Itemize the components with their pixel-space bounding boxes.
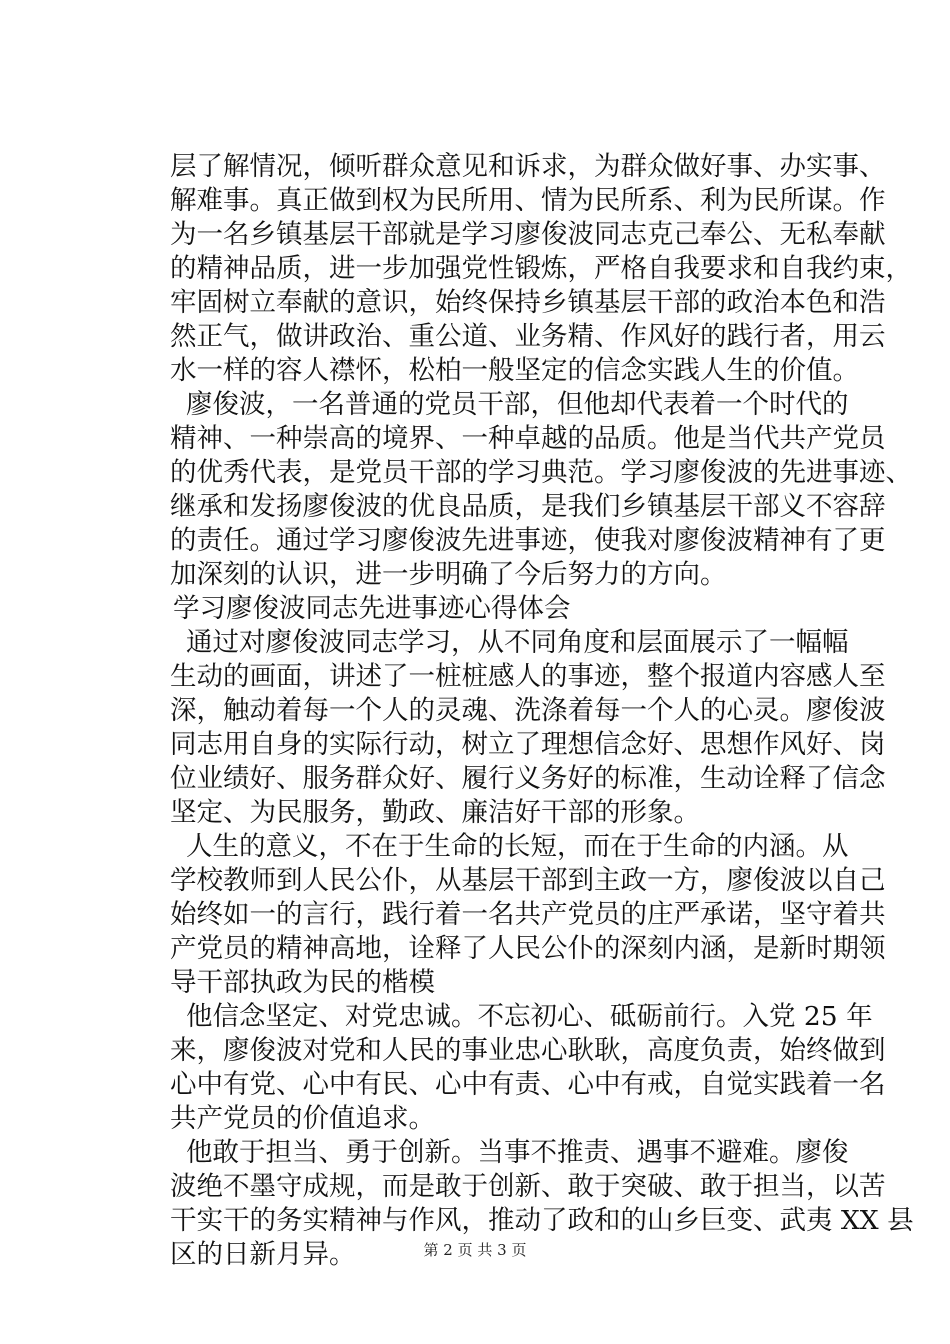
text-line: 精神、一种崇高的境界、一种卓越的品质。他是当代共产党员 <box>170 423 886 454</box>
text-line: 水一样的容人襟怀，松柏一般坚定的信念实践人生的价值。 <box>170 355 859 386</box>
text-line: 为一名乡镇基层干部就是学习廖俊波同志克己奉公、无私奉献 <box>170 219 886 250</box>
text-line: 他信念坚定、对党忠诚。不忘初心、砥砺前行。入党 25 年 <box>186 1001 873 1032</box>
text-line: 学校教师到人民公仆，从基层干部到主政一方，廖俊波以自己 <box>170 865 886 896</box>
text-line: 产党员的精神高地，诠释了人民公仆的深刻内涵，是新时期领 <box>170 933 886 964</box>
text-line: 来，廖俊波对党和人民的事业忠心耿耿，高度负责，始终做到 <box>170 1035 886 1066</box>
text-line: 牢固树立奉献的意识，始终保持乡镇基层干部的政治本色和浩 <box>170 287 886 318</box>
page-number-footer: 第 2 页 共 3 页 <box>423 1241 527 1259</box>
text-line: 他敢于担当、勇于创新。当事不推责、遇事不避难。廖俊 <box>186 1137 849 1168</box>
text-line: 的优秀代表，是党员干部的学习典范。学习廖俊波的先进事迹、 <box>170 457 912 488</box>
text-line: 生动的画面，讲述了一桩桩感人的事迹，整个报道内容感人至 <box>170 661 886 692</box>
text-line: 坚定、为民服务，勤政、廉洁好干部的形象。 <box>170 797 700 828</box>
text-line: 的精神品质，进一步加强党性锻炼，严格自我要求和自我约束， <box>170 253 912 284</box>
text-line: 同志用自身的实际行动，树立了理想信念好、思想作风好、岗 <box>170 729 886 760</box>
text-line: 加深刻的认识，进一步明确了今后努力的方向。 <box>170 559 727 590</box>
text-line: 始终如一的言行，践行着一名共产党员的庄严承诺，坚守着共 <box>170 899 886 930</box>
text-line: 解难事。真正做到权为民所用、情为民所系、利为民所谋。作 <box>170 185 886 216</box>
text-line: 导干部执政为民的楷模 <box>170 967 435 998</box>
text-line: 层了解情况，倾听群众意见和诉求，为群众做好事、办实事、 <box>170 151 886 182</box>
text-line: 位业绩好、服务群众好、履行义务好的标准，生动诠释了信念 <box>170 763 886 794</box>
text-line: 然正气，做讲政治、重公道、业务精、作风好的践行者，用云 <box>170 321 886 352</box>
text-line: 深，触动着每一个人的灵魂、洗涤着每一个人的心灵。廖俊波 <box>170 695 886 726</box>
text-line: 波绝不墨守成规，而是敢于创新、敢于突破、敢于担当，以苦 <box>170 1171 886 1202</box>
text-line: 心中有党、心中有民、心中有责、心中有戒，自觉实践着一名 <box>170 1069 886 1100</box>
text-line: 继承和发扬廖俊波的优良品质，是我们乡镇基层干部义不容辞 <box>170 491 886 522</box>
text-line: 干实干的务实精神与作风，推动了政和的山乡巨变、武夷 XX 县 <box>170 1205 914 1236</box>
section-heading: 学习廖俊波同志先进事迹心得体会 <box>173 593 571 624</box>
text-line: 通过对廖俊波同志学习，从不同角度和层面展示了一幅幅 <box>186 627 849 658</box>
text-line: 的责任。通过学习廖俊波先进事迹，使我对廖俊波精神有了更 <box>170 525 886 556</box>
text-line: 共产党员的价值追求。 <box>170 1103 435 1134</box>
text-line: 区的日新月异。 <box>170 1239 356 1270</box>
text-line: 廖俊波，一名普通的党员干部，但他却代表着一个时代的 <box>186 389 849 420</box>
text-line: 人生的意义，不在于生命的长短，而在于生命的内涵。从 <box>186 831 849 862</box>
